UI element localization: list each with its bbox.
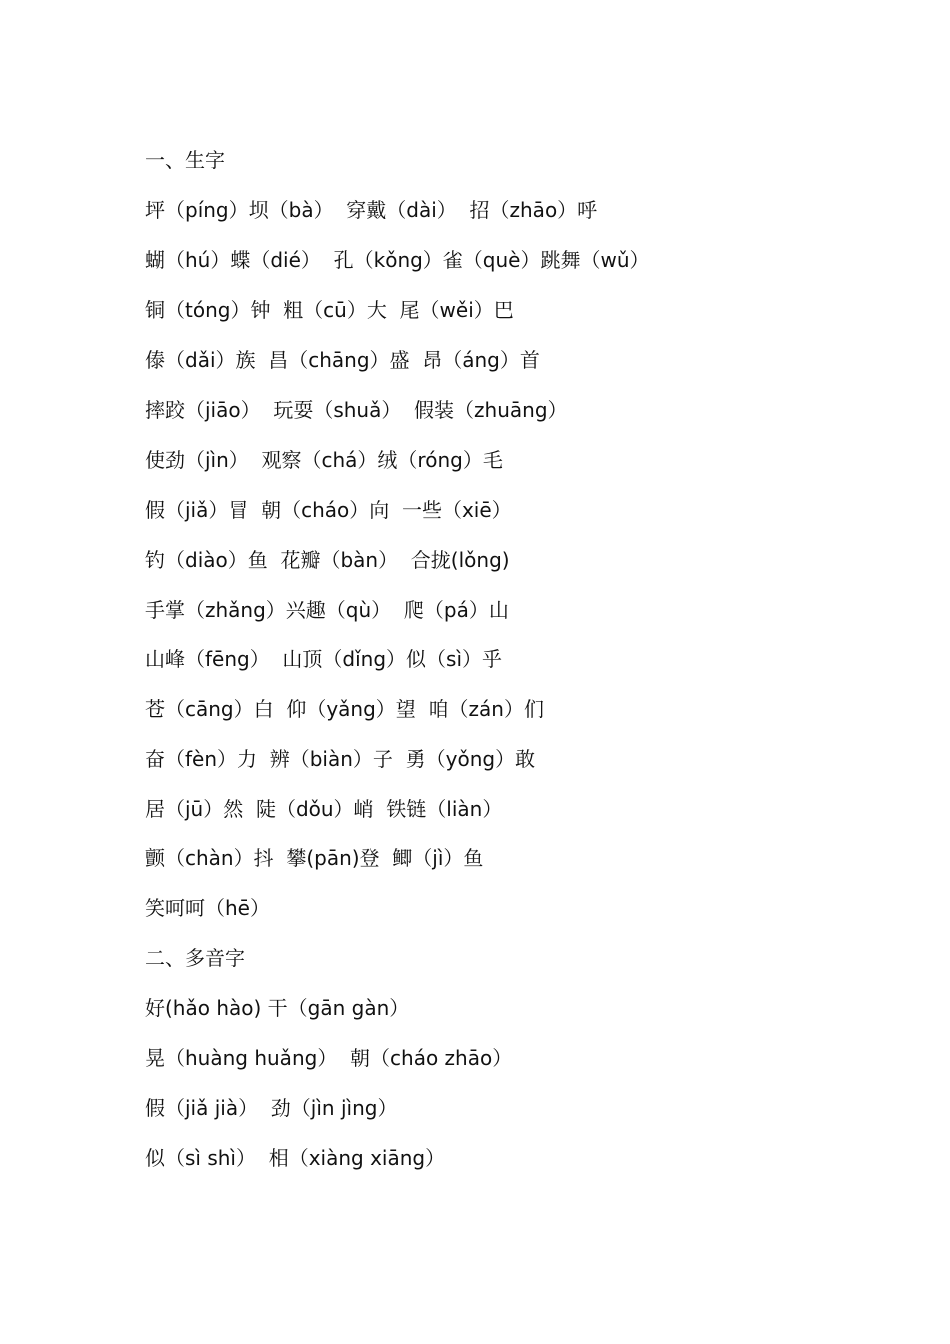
text-line: 假（jiǎ）冒 朝（cháo）向 一些（xiē） [145,498,512,522]
text-line: 铜（tóng）钟 粗（cū）大 尾（wěi）巴 [145,298,514,322]
text-line: 晃（huàng huǎng） 朝（cháo zhāo） [145,1046,513,1070]
text-line: 苍（cāng）白 仰（yǎng）望 咱（zán）们 [145,697,544,721]
text-line: 奋（fèn）力 辨（biàn）子 勇（yǒng）敢 [145,747,536,771]
text-line: 傣（dǎi）族 昌（chāng）盛 昂（áng）首 [145,348,540,372]
text-line: 假（jiǎ jià） 劲（jìn jìng） [145,1096,398,1120]
text-line: 手掌（zhǎng）兴趣（qù） 爬（pá）山 [145,598,509,622]
text-line: 山峰（fēng） 山顶（dǐng）似（sì）乎 [145,647,503,671]
text-line: 蝴（hú）蝶（dié） 孔（kǒng）雀（què）跳舞（wǔ） [145,248,650,272]
section-heading-new-characters: 一、生字 [145,148,225,172]
text-line: 似（sì shì） 相（xiàng xiāng） [145,1146,446,1170]
text-line: 好(hǎo hào) 干（gān gàn） [145,996,410,1020]
text-line: 钓（diào）鱼 花瓣（bàn） 合拢(lǒng) [145,548,510,572]
text-line: 笑呵呵（hē） [145,896,270,920]
text-line: 坪（píng）坝（bà） 穿戴（dài） 招（zhāo）呼 [145,198,598,222]
text-line: 颤（chàn）抖 攀(pān)登 鲫（jì）鱼 [145,846,484,870]
text-line: 使劲（jìn） 观察（chá）绒（róng）毛 [145,448,503,472]
text-line: 摔跤（jiāo） 玩耍（shuǎ） 假装（zhuāng） [145,398,568,422]
section-heading-polyphonic-characters: 二、多音字 [145,946,245,970]
text-line: 居（jū）然 陡（dǒu）峭 铁链（liàn） [145,797,503,821]
